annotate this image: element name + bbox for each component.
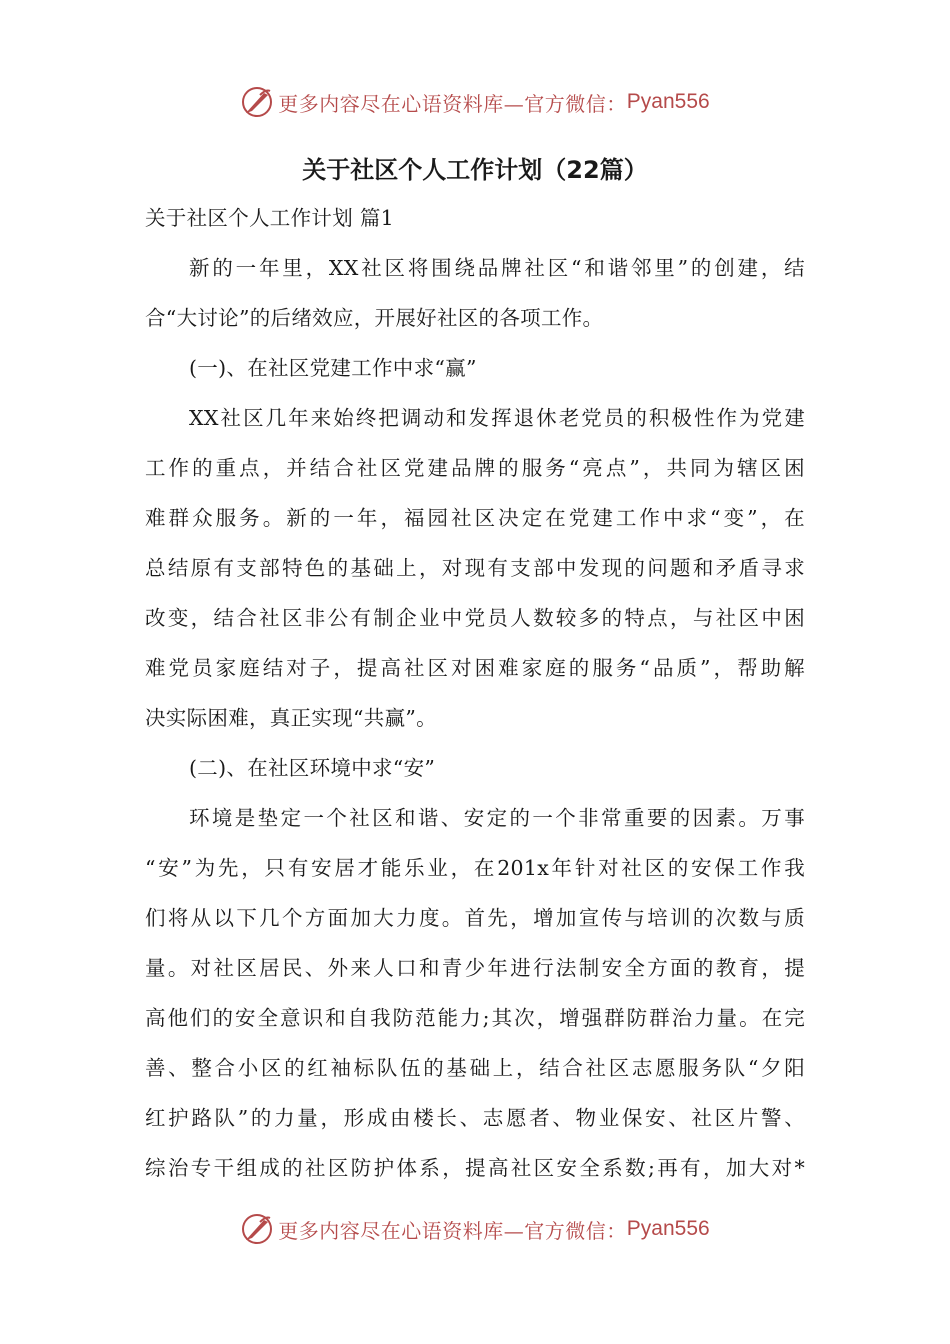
- paragraph-line: 善、整合小区的红袖标队伍的基础上，结合社区志愿服务队“夕阳: [145, 1056, 805, 1080]
- watermark-text: 更多内容尽在心语资料库—官方微信：: [278, 91, 627, 116]
- subheading: (一)、在社区党建工作中求“赢”: [189, 356, 477, 380]
- wechat-id: Pyan556: [626, 90, 710, 113]
- quill-logo-icon: [240, 85, 274, 119]
- paragraph-line: 合“大讨论”的后绪效应，开展好社区的各项工作。: [145, 306, 604, 330]
- paragraph-line: 改变，结合社区非公有制企业中党员人数较多的特点，与社区中困: [145, 606, 805, 630]
- watermark-banner-bottom: [0, 1209, 950, 1249]
- paragraph-line: 难群众服务。新的一年，福园社区决定在党建工作中求“变”，在: [145, 506, 805, 530]
- paragraph-line: 难党员家庭结对子，提高社区对困难家庭的服务“品质”，帮助解: [145, 656, 805, 680]
- subheading: (二)、在社区环境中求“安”: [189, 756, 436, 780]
- watermark-banner-top: [0, 82, 950, 122]
- section-heading: 关于社区个人工作计划 篇1: [145, 206, 394, 230]
- quill-logo-icon: [240, 1212, 274, 1246]
- paragraph-line: 新的一年里，XX社区将围绕品牌社区“和谐邻里”的创建，结: [189, 256, 805, 280]
- paragraph-line: 高他们的安全意识和自我防范能力;其次，增强群防群治力量。在完: [145, 1006, 805, 1030]
- document-title: 关于社区个人工作计划（22篇）: [302, 156, 648, 184]
- paragraph-line: 综治专干组成的社区防护体系，提高社区安全系数;再有，加大对*: [145, 1156, 805, 1180]
- paragraph-line: 量。对社区居民、外来人口和青少年进行法制安全方面的教育，提: [145, 956, 805, 980]
- document-body: [145, 193, 805, 1193]
- paragraph-line: 们将从以下几个方面加大力度。首先，增加宣传与培训的次数与质: [145, 906, 805, 930]
- paragraph-line: 工作的重点，并结合社区党建品牌的服务“亮点”，共同为辖区困: [145, 456, 805, 480]
- wechat-id: Pyan556: [626, 1217, 710, 1240]
- paragraph-line: 环境是垫定一个社区和谐、安定的一个非常重要的因素。万事: [189, 806, 805, 830]
- paragraph-line: XX社区几年来始终把调动和发挥退休老党员的积极性作为党建: [189, 406, 805, 430]
- paragraph-line: 红护路队”的力量，形成由楼长、志愿者、物业保安、社区片警、: [145, 1106, 805, 1130]
- watermark-text: 更多内容尽在心语资料库—官方微信：: [278, 1218, 627, 1243]
- paragraph-line: “安”为先，只有安居才能乐业，在201x年针对社区的安保工作我: [145, 856, 805, 880]
- paragraph-line: 总结原有支部特色的基础上，对现有支部中发现的问题和矛盾寻求: [145, 556, 805, 580]
- paragraph-line: 决实际困难，真正实现“共赢”。: [145, 706, 437, 730]
